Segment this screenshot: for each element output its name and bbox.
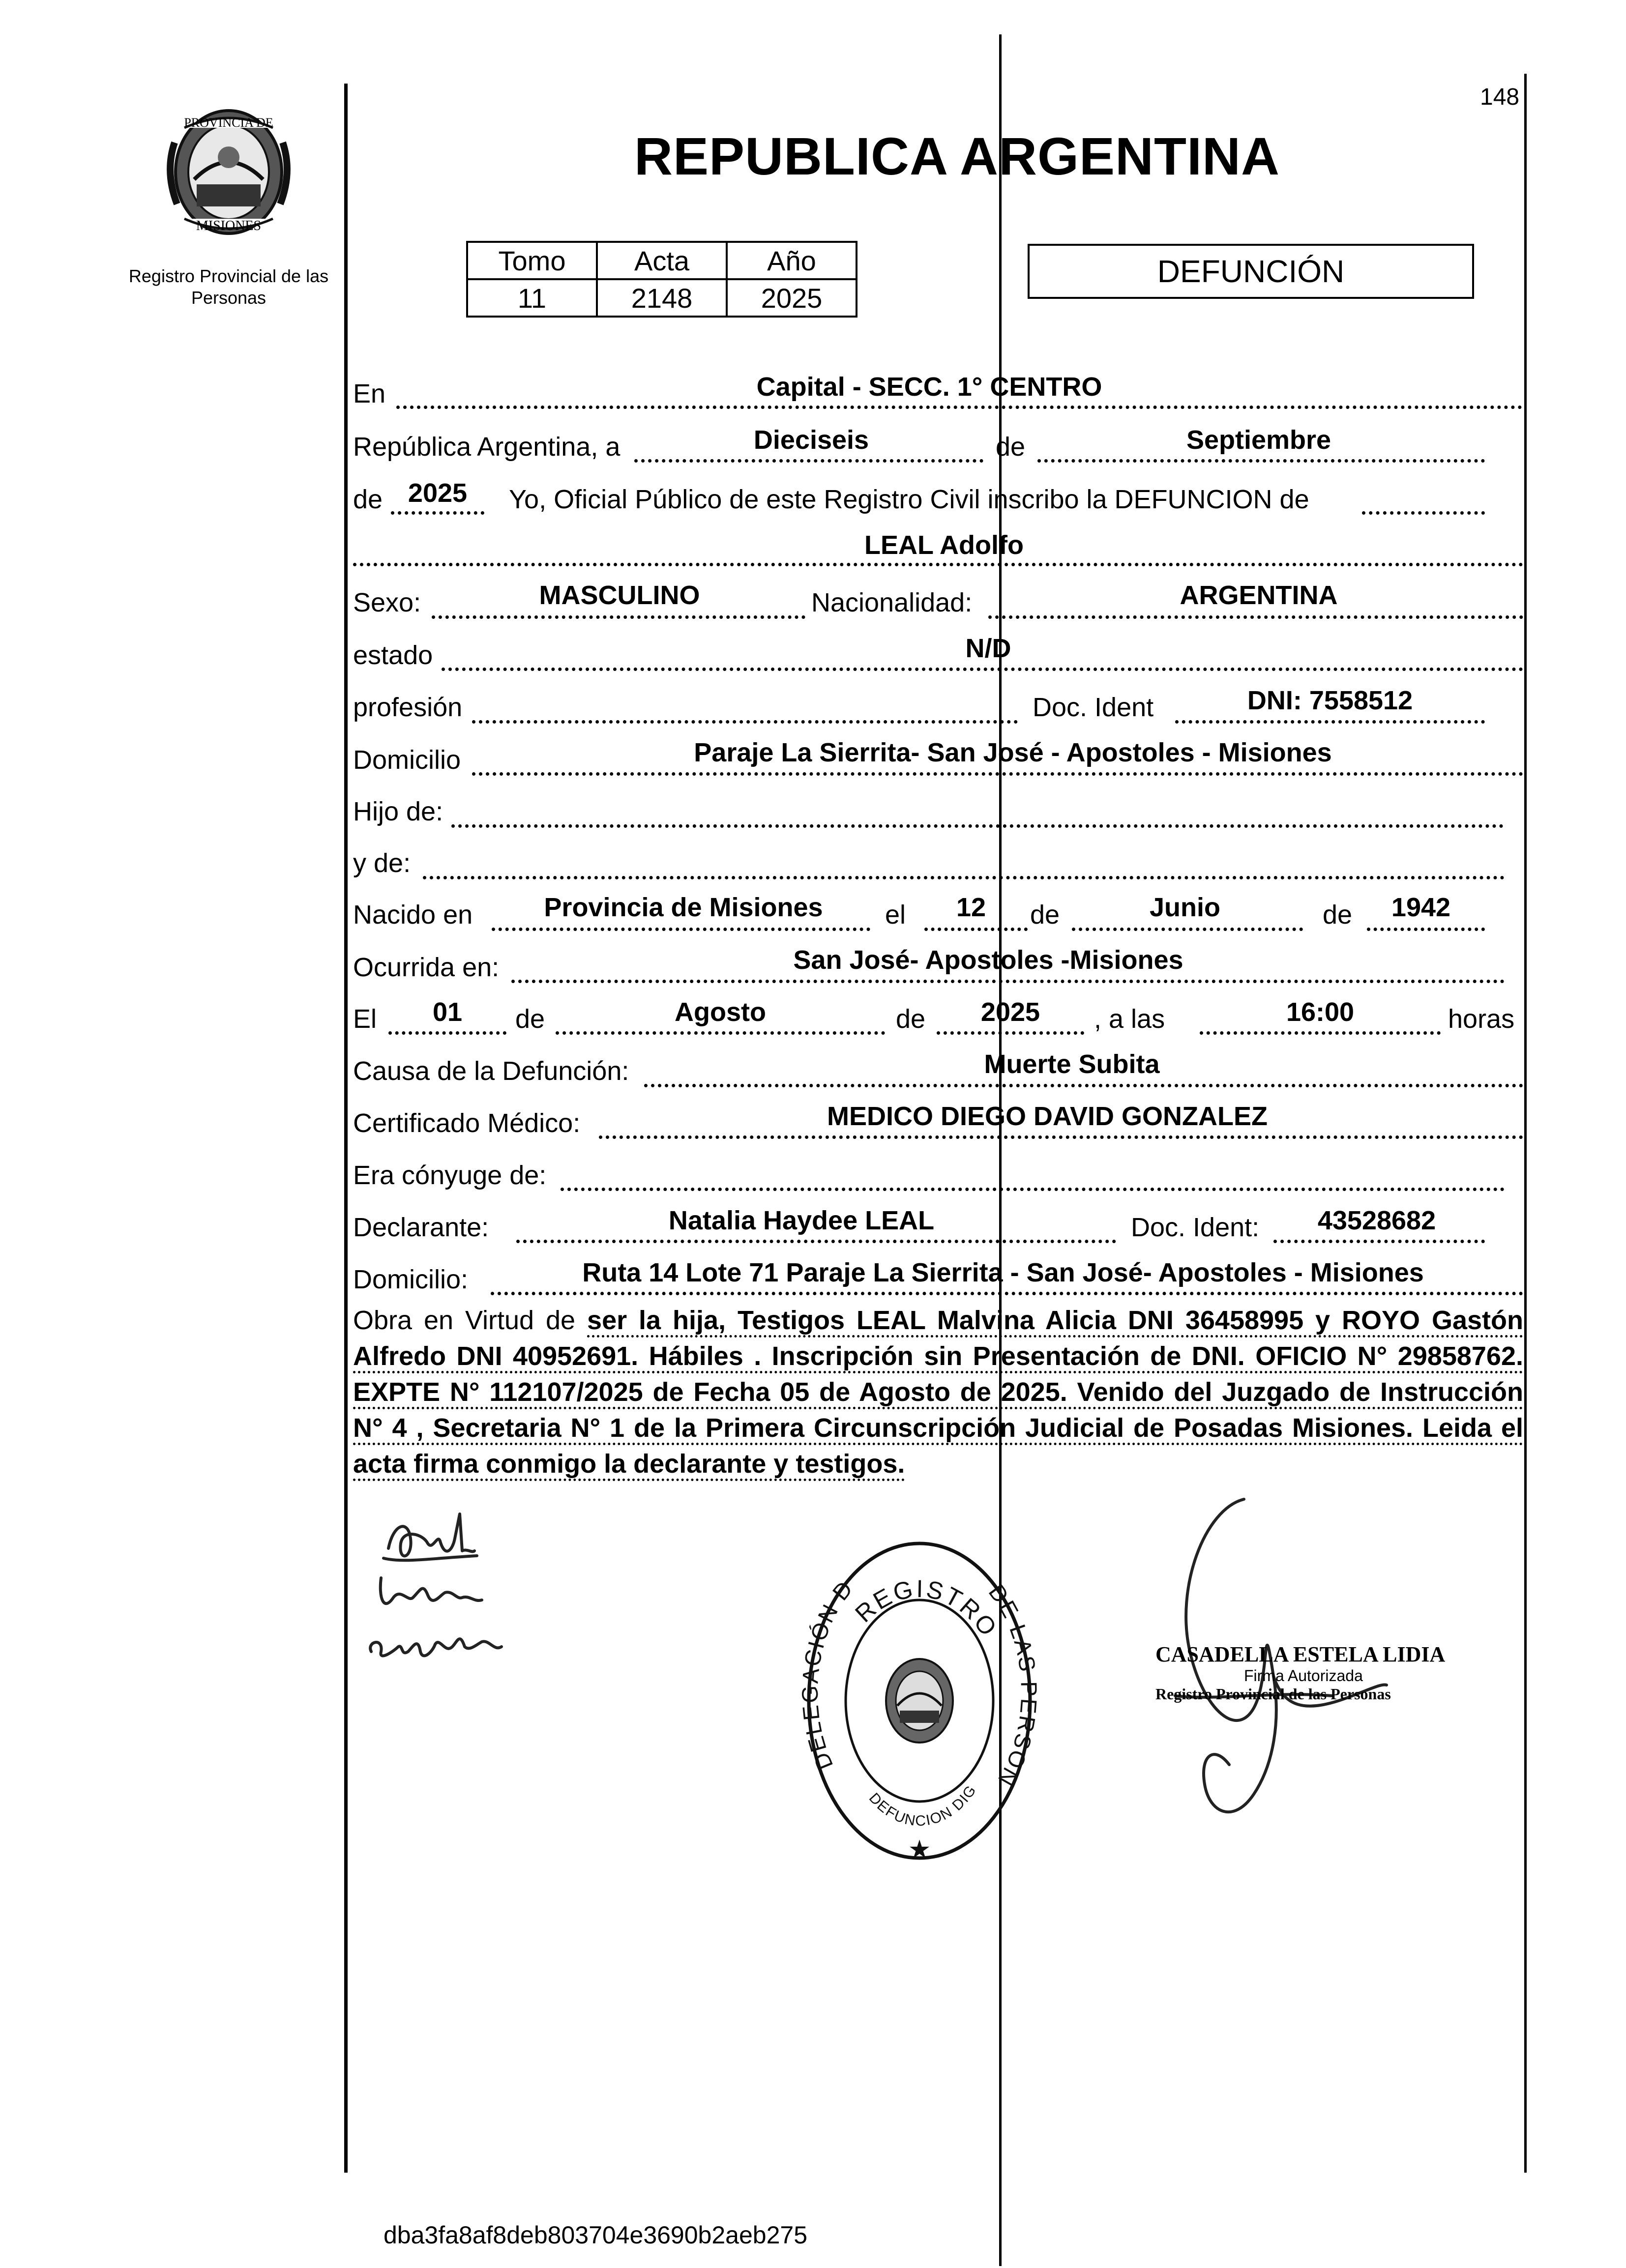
seal-bottom-text: DEFUNCION DIG [865, 1782, 980, 1830]
ocurrida-value: San José- Apostoles -Misiones [793, 945, 1183, 975]
acta-header-tomo: Tomo [467, 242, 597, 279]
birth-day: 12 [956, 893, 986, 922]
declarante-value: Natalia Haydee LEAL [668, 1206, 935, 1235]
delegation-seal [797, 1519, 1042, 1873]
year-prefix-label: de [353, 485, 383, 514]
death-month-blank [556, 1031, 885, 1035]
registry-caption: Registro Provincial de las Personas [128, 266, 329, 308]
official-office: Registro Provincial de las Personas [1155, 1685, 1391, 1703]
yde-label: y de: [353, 848, 411, 878]
death-day-blank [388, 1031, 506, 1035]
birth-month: Junio [1150, 893, 1220, 922]
de2-label: de [1030, 900, 1060, 930]
ocurrida-label: Ocurrida en: [353, 953, 500, 982]
doc-ident2-value: 43528682 [1317, 1206, 1436, 1235]
estado-value: N/D [965, 634, 1011, 663]
nacionalidad-label: Nacionalidad: [811, 588, 973, 617]
nacido-label: Nacido en [353, 900, 473, 930]
acta-value-anio: 2025 [727, 279, 857, 317]
nacido-value: Provincia de Misiones [544, 893, 823, 922]
acta-header-acta: Acta [597, 242, 727, 279]
emblem-text-top: PROVINCIA DE [184, 116, 273, 130]
conyuge-blank [561, 1188, 1505, 1191]
left-margin-line [344, 84, 348, 2173]
doc-ident-value: DNI: 7558512 [1247, 686, 1413, 715]
domicilio-value: Paraje La Sierrita- San José - Apostoles - Misiones [694, 738, 1332, 767]
birth-day-blank [924, 928, 1028, 931]
svg-text:REGISTRO [850, 1575, 1003, 1642]
horas-label: horas [1448, 1004, 1515, 1034]
sexo-label: Sexo: [353, 588, 421, 617]
right-margin-line [1524, 74, 1527, 2173]
death-time: 16:00 [1286, 997, 1355, 1027]
death-day: 01 [432, 997, 463, 1027]
en-value: Capital - SECC. 1° CENTRO [756, 372, 1102, 402]
record-type-box: DEFUNCIÓN [1028, 244, 1474, 299]
de5-label: de [896, 1004, 926, 1034]
acta-value-tomo: 11 [467, 279, 597, 317]
document-hash: dba3fa8af8deb803704e3690b2aeb275 [384, 2221, 808, 2249]
birth-year-blank [1367, 928, 1485, 931]
emblem-text-bottom: MISIONES [196, 218, 262, 233]
official-name: CASADELLA ESTELA LIDIA [1155, 1642, 1446, 1666]
doc-ident2-blank [1273, 1240, 1485, 1243]
causa-label: Causa de la Defunción: [353, 1056, 629, 1086]
el2-label: El [353, 1004, 377, 1034]
yde-blank [423, 876, 1505, 879]
acta-value-acta: 2148 [597, 279, 727, 317]
de-label: de [996, 432, 1026, 462]
observations-text: ser la hija, Testigos LEAL Malvina Alicia DNI 36458995 y ROYO Gastón Alfredo DNI 40952691. Hábiles . Inscripción sin Presentación de DNI. OFICIO N° 29858762. EXPTE N° 112107/2025 de Fecha 05 de Agosto de 2025. Venido del Juzgado de Instrucción N° 4 , Secretaria N° 1 de la Primera Circunscripción Judicial de Posadas Misiones. Leida el acta firma conmigo la declarante y testigos. [353, 1306, 1523, 1481]
official-stamp [1155, 1642, 1450, 1703]
birth-year: 1942 [1391, 893, 1451, 922]
center-fold-line [999, 34, 1002, 2266]
republica-label: República Argentina, a [353, 432, 621, 462]
de4-label: de [515, 1004, 545, 1034]
day-blank [634, 459, 983, 463]
country-title: REPUBLICA ARGENTINA [634, 126, 1280, 186]
death-month: Agosto [675, 997, 766, 1027]
province-emblem [155, 98, 302, 246]
declarante-label: Declarante: [353, 1213, 489, 1242]
domicilio-label: Domicilio [353, 745, 461, 775]
month-value: Septiembre [1186, 425, 1331, 455]
yo-blank [1362, 511, 1485, 515]
en-label: En [353, 379, 386, 408]
death-time-blank [1200, 1031, 1441, 1035]
official-role: Firma Autorizada [1244, 1667, 1363, 1685]
nacido-blank [492, 928, 870, 931]
birth-month-blank [1072, 928, 1303, 931]
estado-blank [442, 668, 1523, 671]
seal-left-text: DELEGACIÓN D [797, 1575, 858, 1774]
certificado-label: Certificado Médico: [353, 1108, 581, 1138]
acta-table [466, 241, 857, 318]
nacionalidad-blank [988, 615, 1523, 619]
estado-label: estado [353, 640, 433, 670]
certificado-blank [599, 1135, 1523, 1139]
doc-ident-blank [1175, 720, 1485, 724]
de3-label: de [1323, 900, 1353, 930]
hijo-label: Hijo de: [353, 797, 443, 826]
yo-text: Yo, Oficial Público de este Registro Civil inscribo la DEFUNCION de [509, 485, 1309, 514]
svg-text:DE LAS PERSONAS [797, 1519, 1042, 1792]
observations-paragraph [353, 1303, 1523, 1482]
death-year: 2025 [980, 997, 1040, 1027]
profesion-blank [472, 720, 1018, 724]
seal-star: ★ [908, 1835, 931, 1864]
year-value: 2025 [408, 478, 468, 508]
profesion-label: profesión [353, 693, 463, 722]
domicilio2-blank [491, 1292, 1523, 1295]
acta-header-anio: Año [727, 242, 857, 279]
seal-top-text: REGISTRO [850, 1574, 1004, 1643]
day-value: Dieciseis [753, 425, 869, 455]
certificado-value: MEDICO DIEGO DAVID GONZALEZ [827, 1102, 1268, 1131]
en-blank [396, 406, 1522, 409]
doc-ident-label: Doc. Ident [1033, 693, 1154, 722]
domicilio2-value: Ruta 14 Lote 71 Paraje La Sierrita - San José- Apostoles - Misiones [582, 1258, 1424, 1287]
alas-label: , a las [1094, 1004, 1165, 1034]
conyuge-label: Era cónyuge de: [353, 1161, 547, 1190]
domicilio-blank [472, 772, 1523, 776]
domicilio2-label: Domicilio: [353, 1265, 469, 1294]
name-blank [353, 563, 1523, 566]
witness-signatures [354, 1504, 561, 1681]
causa-blank [644, 1084, 1523, 1087]
nacionalidad-value: ARGENTINA [1180, 581, 1338, 610]
page-number: 148 [1480, 84, 1520, 110]
doc-ident2-label: Doc. Ident: [1131, 1213, 1260, 1242]
el-label: el [885, 900, 906, 930]
sexo-value: MASCULINO [539, 581, 700, 610]
year-blank [391, 511, 484, 515]
hijo-blank [451, 824, 1504, 828]
month-blank [1037, 459, 1485, 463]
observations-lead: Obra en Virtud de [353, 1306, 576, 1335]
sexo-blank [432, 615, 805, 619]
name-value: LEAL Adolfo [864, 530, 1024, 560]
ocurrida-blank [511, 980, 1505, 983]
declarante-blank [516, 1240, 1116, 1243]
causa-value: Muerte Subita [984, 1049, 1160, 1079]
death-year-blank [937, 1031, 1084, 1035]
seal-right-text: DE LAS PERSON [983, 1579, 1042, 1792]
